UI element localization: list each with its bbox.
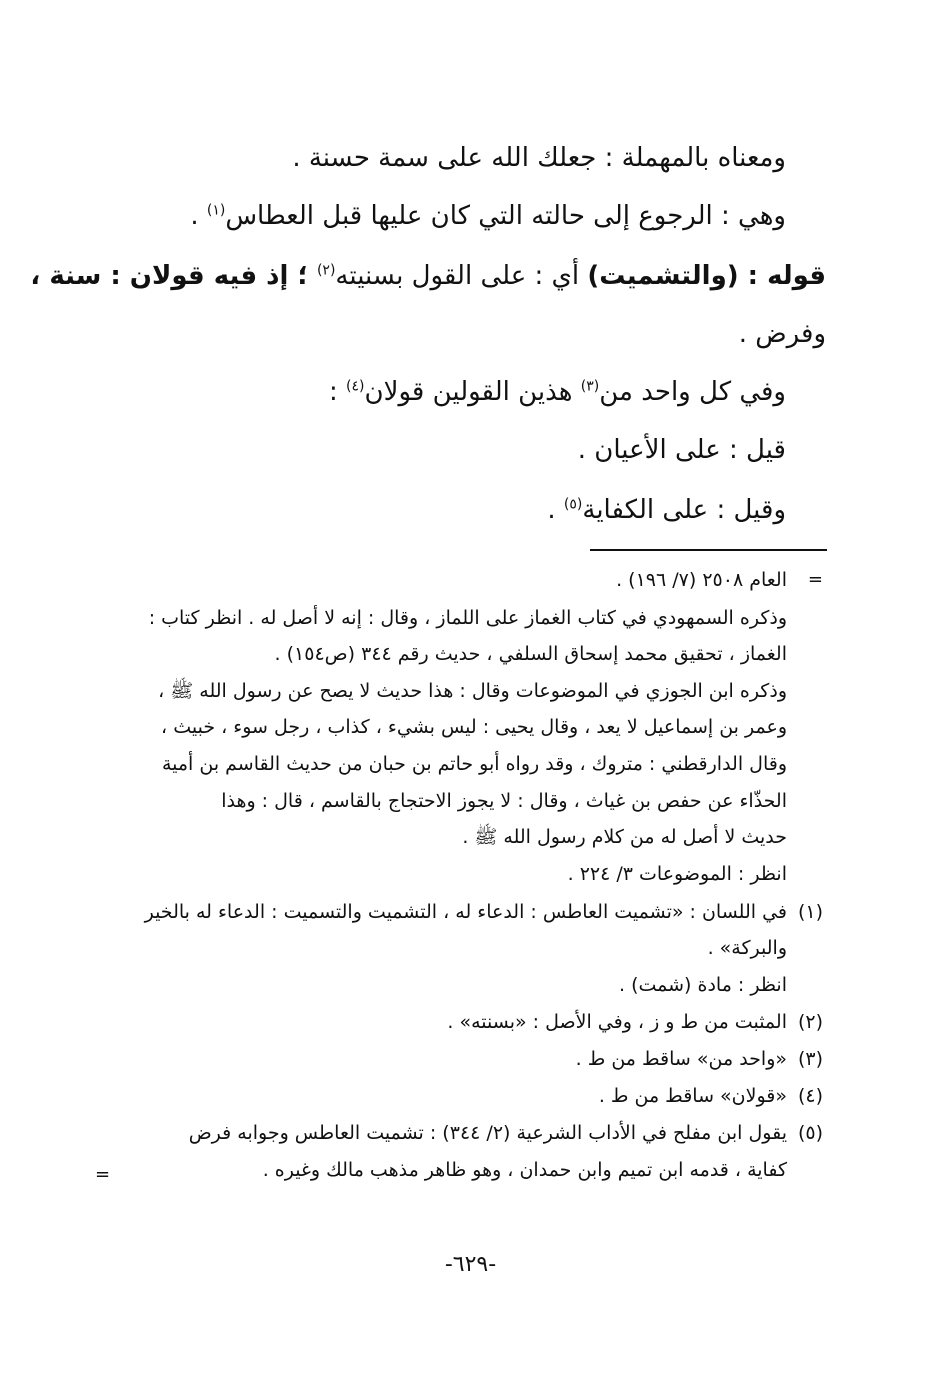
footnote-cont-line: الغماز ، تحقيق محمد إسحاق السلفي ، حديث رقم ٣٤٤ (ص١٥٤) . bbox=[274, 643, 787, 665]
continuation-marker: = bbox=[807, 569, 823, 590]
footnote-1-line: في اللسان : «تشميت العاطس : الدعاء له ، التشميت والتسميت : الدعاء له بالخير bbox=[144, 901, 787, 923]
footnote-1-line: انظر : مادة (شمت) . bbox=[618, 974, 787, 996]
footnote-separator bbox=[590, 549, 827, 551]
main-text-7a: وقيل : على الكفاية bbox=[582, 495, 786, 525]
main-text-line-4 bbox=[739, 314, 826, 354]
main-text-2-end: . bbox=[190, 201, 207, 231]
main-text-5a: وفي كل واحد من bbox=[599, 377, 786, 407]
main-text-6: قيل : على الأعيان . bbox=[577, 435, 786, 465]
main-text-line-6 bbox=[578, 430, 786, 470]
end-continuation-marker: = bbox=[95, 1164, 111, 1185]
quoted-term: قوله : (والتشميت) bbox=[587, 261, 826, 291]
footnote-cont-line: وعمر بن إسماعيل لا يعد ، وقال يحيى : ليس بشيء ، كذاب ، رجل سوء ، خبيث ، bbox=[161, 716, 787, 738]
footnote-cont-line: حديث لا أصل له من كلام رسول الله ﷺ . bbox=[462, 826, 787, 848]
footnote-2-line: المثبت من ط و ز ، وفي الأصل : «بسنته» . bbox=[447, 1011, 787, 1033]
main-text-line-7 bbox=[547, 490, 786, 530]
footnote-3-line: «واحد من» ساقط من ط . bbox=[575, 1048, 787, 1070]
footnote-ref-3[interactable]: (٣) bbox=[580, 378, 600, 395]
footnote-cont-line: وذكره السمهودي في كتاب الغماز على اللماز ، وقال : إنه لا أصل له . انظر كتاب : bbox=[148, 607, 787, 629]
footnote-5-line: كفاية ، قدمه ابن تميم وابن حمدان ، وهو ظاهر مذهب مالك وغيره . bbox=[262, 1159, 787, 1181]
main-text-4: وفرض . bbox=[738, 319, 826, 349]
page-number: -٦٢٩- bbox=[444, 1252, 497, 1277]
footnote-cont-line: وقال الدارقطني : متروك ، وقد رواه أبو حاتم بن حبان من حديث القاسم بن أمية bbox=[161, 753, 787, 775]
footnote-number-4: (٤) bbox=[797, 1085, 823, 1107]
footnote-number-1: (١) bbox=[797, 901, 823, 923]
footnote-cont-line: العام ٢٥٠٨ (٧/ ١٩٦) . bbox=[616, 569, 787, 591]
footnote-cont-line: وذكره ابن الجوزي في الموضوعات وقال : هذا حديث لا يصح عن رسول الله ﷺ ، bbox=[158, 680, 787, 702]
footnote-1-line: والبركة» . bbox=[707, 937, 787, 959]
main-text-3: أي : على القول بسنيته bbox=[335, 261, 588, 291]
main-text-1: ومعناه بالمهملة : جعلك الله على سمة حسنة . bbox=[292, 143, 786, 173]
main-text-5b: هذين القولين قولان bbox=[364, 377, 581, 407]
main-text-2: وهي : الرجوع إلى حالته التي كان عليها قبل العطاس bbox=[225, 201, 786, 231]
footnote-number-3: (٣) bbox=[797, 1048, 823, 1070]
footnote-5-line: يقول ابن مفلح في الأداب الشرعية (٢/ ٣٤٤) : تشميت العاطس وجوابه فرض bbox=[188, 1122, 787, 1144]
main-text-5c: : bbox=[329, 377, 347, 407]
footnote-ref-4[interactable]: (٤) bbox=[346, 378, 365, 395]
footnote-ref-5[interactable]: (٥) bbox=[563, 496, 583, 513]
main-text-line-2 bbox=[190, 196, 786, 236]
main-text-line-1 bbox=[292, 138, 786, 178]
footnote-cont-line: الحذّاء عن حفص بن غياث ، وقال : لا يجوز الاحتجاج بالقاسم ، قال : وهذا bbox=[221, 790, 787, 812]
footnote-ref-1[interactable]: (١) bbox=[206, 202, 226, 219]
main-text-7b: . bbox=[547, 495, 564, 525]
footnote-number-2: (٢) bbox=[797, 1011, 823, 1033]
footnote-number-5: (٥) bbox=[797, 1122, 823, 1144]
footnote-ref-2[interactable]: (٢) bbox=[316, 262, 336, 279]
footnote-cont-line: انظر : الموضوعات ٣/ ٢٢٤ . bbox=[567, 863, 787, 885]
main-text-line-3 bbox=[30, 256, 826, 296]
main-text-line-5 bbox=[329, 372, 786, 412]
main-text-3-bold: ؛ إذ فيه قولان : سنة ، bbox=[30, 261, 317, 291]
footnote-4-line: «قولان» ساقط من ط . bbox=[598, 1085, 787, 1107]
